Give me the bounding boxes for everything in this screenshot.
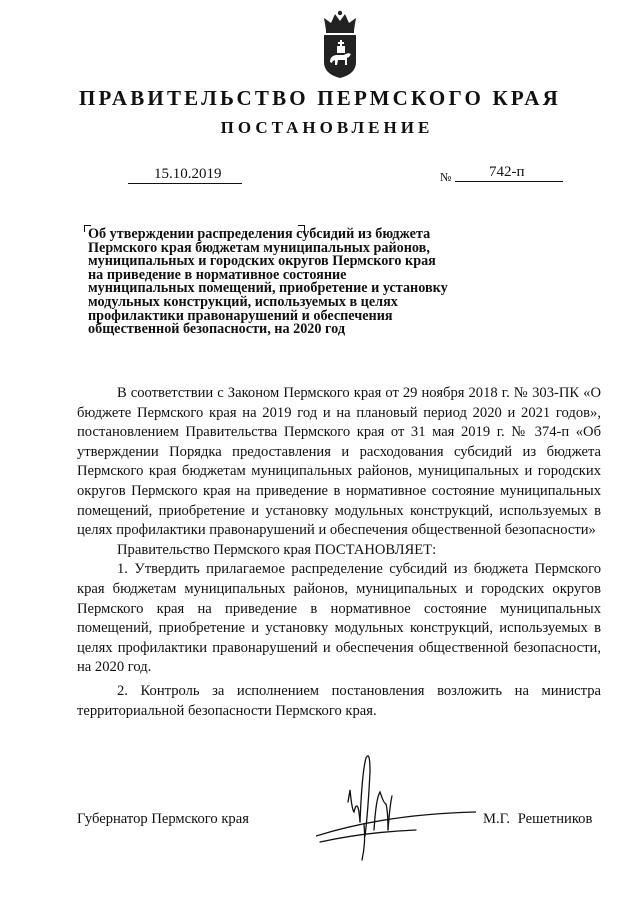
signatory-name: М.Г. Решетников xyxy=(483,811,593,827)
subject-line: на приведение в нормативное состояние xyxy=(88,266,347,283)
number-field xyxy=(455,164,563,182)
resolution-paragraph: Правительство Пермского края ПОСТАНОВЛЯЕТ: xyxy=(117,541,437,558)
date-field xyxy=(128,167,242,184)
perm-krai-coat-of-arms-icon xyxy=(318,10,362,80)
number-sign: № xyxy=(440,170,452,184)
subject-line: Пермского края бюджетам муниципальных районов, xyxy=(88,239,430,256)
document-body xyxy=(77,384,601,721)
subject-line: муниципальных помещений, приобретение и установку xyxy=(88,280,448,297)
item-1-paragraph: 1. Утвердить прилагаемое распределение субсидий из бюджета Пермского края бюджетам муниципальных районов, муниципальных и городских округов Пермского края на приведение в нормативное состояние муниципальных помещений, приобретение и установку модульных конструкций, используемых в целях профилактики правонарушений и обеспечения общественной безопасности, на 2020 год. xyxy=(77,561,601,676)
document-type-title: ПОСТАНОВЛЕНИЕ xyxy=(220,118,434,137)
subject-line: муниципальных и городских округов Пермского края xyxy=(88,253,436,270)
subject-line: модульных конструкций, используемых в целях xyxy=(88,293,398,310)
subject-line: общественной безопасности, на 2020 год xyxy=(88,321,345,338)
signatory-title: Губернатор Пермского края xyxy=(77,811,249,827)
subject-line: профилактики правонарушений и обеспечения xyxy=(88,307,393,324)
organization-title: ПРАВИТЕЛЬСТВО ПЕРМСКОГО КРАЯ xyxy=(78,86,561,110)
document-subject xyxy=(88,228,488,337)
preamble-paragraph: В соответствии с Законом Пермского края от 29 ноября 2018 г. № 303-ПК «О бюджете Пермского края на 2019 год и на плановый период 2020 и 2021 годов», постановлением Правительства Пермского края от 31 мая 2019 г. № 374-п «Об утверждении Порядка предоставления и расходования субсидий из бюджета Пермского края бюджетам муниципальных районов, муниципальных и городских округов Пермского края на приведение в нормативное состояние муниципальных помещений, приобретение и установку модульных конструкций, используемых в целях профилактики правонарушений и обеспечения общественной безопасности» xyxy=(77,385,601,539)
document-number: 742-п xyxy=(489,164,525,180)
item-2-paragraph: 2. Контроль за исполнением постановления возложить на министра территориальной безопасности Пермского края. xyxy=(77,682,601,719)
subject-line: Об утверждении распределения субсидий из бюджета xyxy=(88,226,431,242)
handwritten-signature-icon xyxy=(316,752,476,864)
document-date: 15.10.2019 xyxy=(154,166,222,182)
